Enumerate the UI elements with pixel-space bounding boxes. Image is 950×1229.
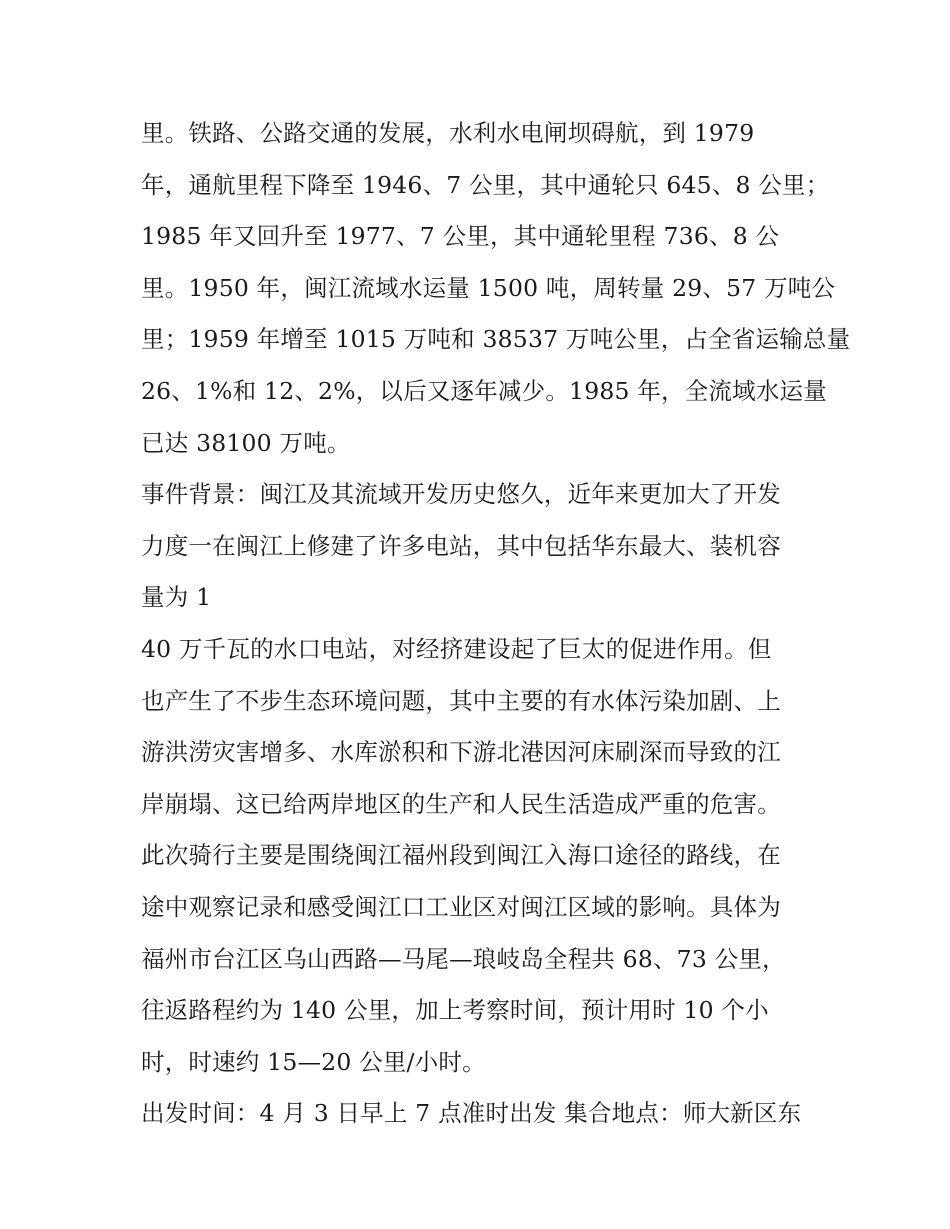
text-line: 1985 年又回升至 1977、7 公里，其中通轮里程 736、8 公 [141,222,780,251]
text-line: 里。铁路、公路交通的发展，水利水电闸坝碍航，到 1979 [141,119,755,147]
text-line: 年，通航里程下降至 1946、7 公里，其中通轮只 645、8 公里； [141,170,830,199]
text-line: 里。1950 年，闽江流域水运量 1500 吨，周转量 29、57 万吨公 [141,273,836,302]
text-line: 力度一在闽江上修建了许多电站，其中包括华东最大、装机容 [141,531,781,560]
text-line: 已达 38100 万吨。 [141,428,351,457]
text-line: 26、1%和 12、2%，以后又逐年减少。1985 年，全流域水运量 [141,376,827,405]
text-line: 游洪涝灾害增多、水库淤积和下游北港因河床刷深而导致的江 [141,738,781,767]
text-line: 福州市台江区乌山西路—马尾—琅岐岛全程共 68、73 公里， [141,944,786,973]
text-line: 往返路程约为 140 公里，加上考察时间，预计用时 10 个小 [141,996,769,1025]
text-line: 也产生了不步生态环境问题，其中主要的有水体污染加剧、上 [141,686,781,715]
text-line: 事件背景：闽江及其流域开发历史悠久，近年来更加大了开发 [141,480,781,509]
text-line: 此次骑行主要是围绕闽江福州段到闽江入海口途径的路线，在 [141,841,781,870]
text-line: 时，时速约 15—20 公里/小时。 [141,1047,486,1076]
text-line: 岸崩塌、这已给两岸地区的生产和人民生活造成严重的危害。 [141,789,781,818]
body-text [141,108,851,1140]
text-line: 量为 1 [141,583,212,612]
text-line: 出发时间：4 月 3 日早上 7 点准时出发 集合地点：师大新区东 [141,1099,802,1128]
text-line: 途中观察记录和感受闽江口工业区对闽江区域的影响。具体为 [141,892,781,921]
text-line: 里；1959 年增至 1015 万吨和 38537 万吨公里，占全省运输总量 [141,325,851,354]
text-line: 40 万千瓦的水口电站，对经挤建设起了巨太的促进作用。但 [141,634,772,663]
